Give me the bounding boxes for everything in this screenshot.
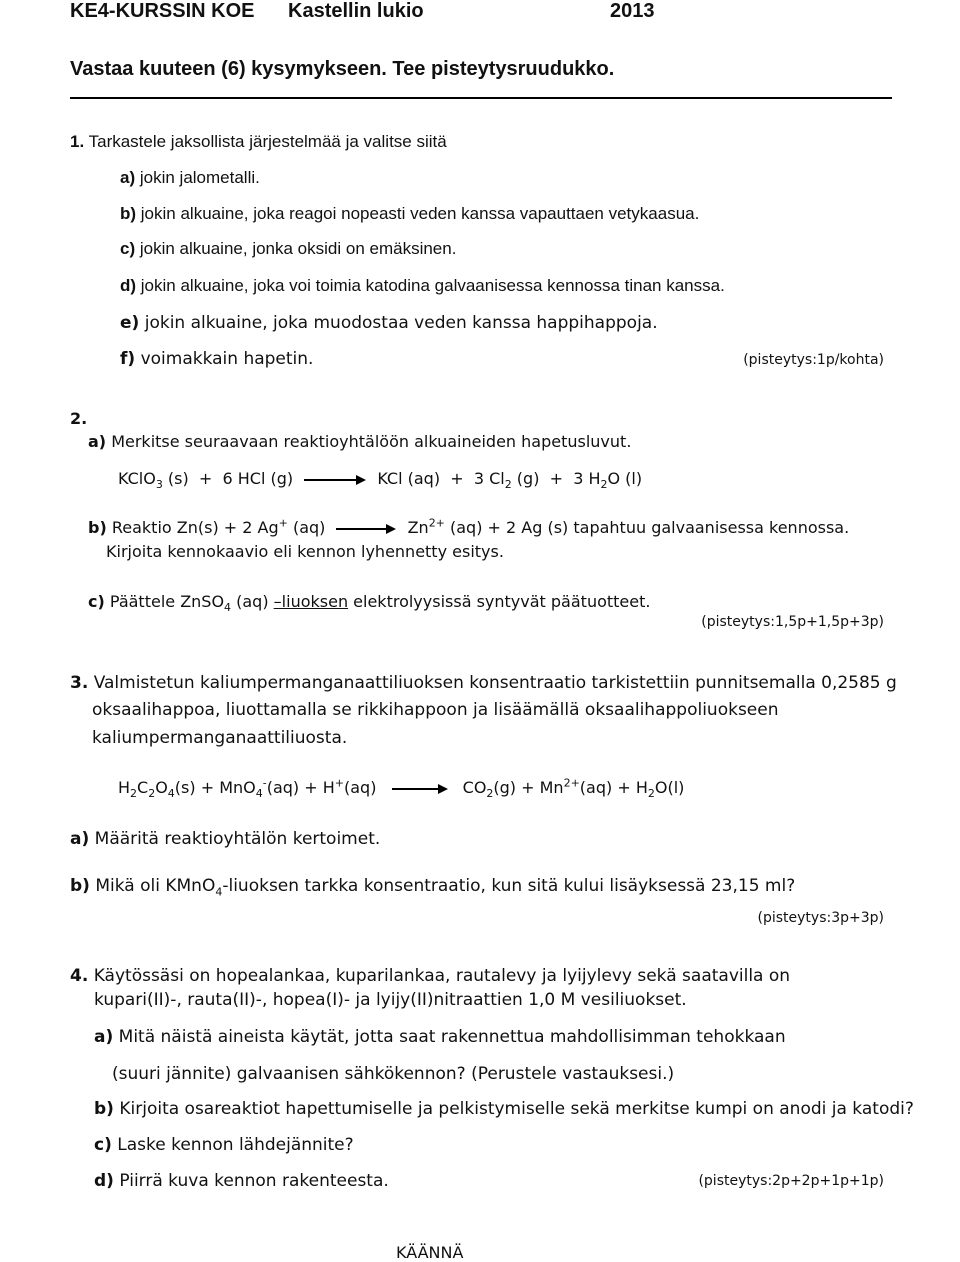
reaction-arrow: [336, 524, 396, 534]
question-4a: a) Mitä näistä aineista käytät, jotta saat rakennettua mahdollisimman tehokkaan: [94, 1027, 786, 1047]
school-name: Kastellin lukio: [288, 0, 424, 22]
question-1b: b) jokin alkuaine, joka reagoi nopeasti veden kanssa vapauttaen vetykaasua.: [120, 204, 700, 223]
question-3b: b) Mikä oli KMnO$_4$-liuoksen tarkka konsentraatio, kun sitä kului lisäyksessä 23,15 ml?: [70, 876, 796, 899]
question-1c: c) jokin alkuaine, jonka oksidi on emäksinen.: [120, 239, 457, 258]
reaction-arrow: [392, 784, 448, 794]
question-4c: c) Laske kennon lähdejännite?: [94, 1135, 354, 1155]
question-1d: d) jokin alkuaine, joka voi toimia katodina galvaanisessa kennossa tinan kanssa.: [120, 276, 725, 295]
question-3-line-2: oksaalihappoa, liuottamalla se rikkihappoon ja lisäämällä oksaalihappoliuokseen: [92, 700, 779, 720]
exam-instruction: Vastaa kuuteen (6) kysymykseen. Tee pisteytysruudukko.: [70, 58, 615, 80]
question-1-intro: 1. Tarkastele jaksollista järjestelmää ja valitse siitä: [70, 132, 447, 151]
question-4a-line2: (suuri jännite) galvaanisen sähkökennon? (Perustele vastauksesi.): [112, 1064, 675, 1084]
reaction-arrow: [304, 475, 366, 485]
exam-year: 2013: [610, 0, 655, 22]
course-title: KE4-KURSSIN KOE: [70, 0, 255, 22]
question-4-intro-2: kupari(II)-, rauta(II)-, hopea(I)- ja lyijy(II)nitraattien 1,0 M vesiliuokset.: [94, 990, 687, 1010]
question-number: 1.: [70, 132, 85, 151]
question-3a: a) Määritä reaktioyhtälön kertoimet.: [70, 829, 381, 849]
question-2a: a) Merkitse seuraavaan reaktioyhtälöön alkuaineiden hapetusluvut.: [88, 432, 632, 451]
question-2-points: (pisteytys:1,5p+1,5p+3p): [701, 614, 884, 630]
question-1-points: (pisteytys:1p/kohta): [743, 352, 884, 368]
question-2-number: 2.: [70, 409, 88, 428]
question-1a: a) jokin jalometalli.: [120, 168, 260, 187]
question-1e: e) jokin alkuaine, joka muodostaa veden kanssa happihappoja.: [120, 313, 658, 333]
question-2c: c) Päättele ZnSO$_4$ (aq) –liuoksen elektrolyysissä syntyvät päätuotteet.: [88, 592, 651, 615]
question-2b-line2: Kirjoita kennokaavio eli kennon lyhennetty esitys.: [106, 542, 504, 561]
question-4b: b) Kirjoita osareaktiot hapettumiselle ja pelkistymiselle sekä merkitse kumpi on anodi ja katodi?: [94, 1099, 914, 1119]
question-1f: f) voimakkain hapetin.: [120, 349, 314, 369]
question-3-line-3: kaliumpermanganaattiliuosta.: [92, 728, 348, 748]
question-2b: b) Reaktio Zn(s) + 2 Ag+ (aq) $Zn^{2+}$ (aq) + 2 Ag (s) tapahtuu galvaanisessa kennossa.: [88, 516, 850, 537]
question-3-line-1: 3. Valmistetun kaliumpermanganaattiliuoksen konsentraatio tarkistettiin punnitsemalla 0,2585 g: [70, 673, 897, 693]
question-3-points: (pisteytys:3p+3p): [757, 910, 884, 926]
header-divider: [70, 97, 892, 99]
question-4d: d) Piirrä kuva kennon rakenteesta.: [94, 1171, 389, 1191]
question-3-equation: $H_2C_2O_4(s) + MnO_4^-(aq) + H^+(aq) CO_2(g) + Mn^{2+}(aq) + H_2O(l)$: [118, 776, 685, 801]
question-2-equation: KClO$_3$ (s) + 6 HCl (g) KCl (aq) + 3 $Cl_2$ (g) + 3 $H_2O$ (l): [118, 469, 643, 492]
question-4-points: (pisteytys:2p+2p+1p+1p): [698, 1173, 884, 1189]
question-4-intro-1: 4. Käytössäsi on hopealankaa, kuparilankaa, rautalevy ja lyijylevy sekä saatavilla on: [70, 966, 791, 986]
turn-page-label: KÄÄNNÄ: [396, 1243, 464, 1262]
